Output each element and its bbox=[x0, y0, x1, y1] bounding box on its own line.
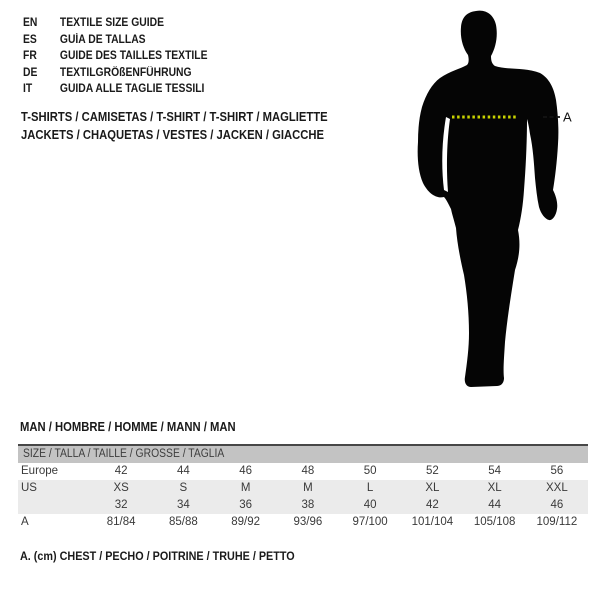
table-cell: 38 bbox=[301, 499, 315, 511]
man-silhouette bbox=[418, 11, 559, 387]
language-row-it bbox=[23, 81, 228, 98]
table-cell: XL bbox=[487, 482, 502, 494]
table-cell: 48 bbox=[301, 465, 315, 477]
table-cell: 89/92 bbox=[231, 516, 261, 528]
language-row-en bbox=[23, 15, 228, 32]
language-code: ES bbox=[23, 33, 37, 46]
language-label: GUIDA ALLE TAGLIE TESSILI bbox=[59, 83, 205, 95]
language-label: GUIDE DES TAILLES TEXTILE bbox=[59, 50, 208, 62]
table-cell: 46 bbox=[239, 465, 253, 477]
table-cell: 42 bbox=[114, 465, 128, 477]
table-cell: 40 bbox=[363, 499, 377, 511]
size-table-header: SIZE / TALLA / TAILLE / GRÖSSE / TAGLIA bbox=[18, 446, 588, 463]
language-code: FR bbox=[23, 50, 37, 62]
table-cell: 105/108 bbox=[473, 516, 516, 528]
table-cell: S bbox=[179, 482, 188, 494]
table-row-us bbox=[18, 480, 588, 497]
table-row-us-numeric bbox=[18, 497, 588, 514]
table-cell: L bbox=[366, 482, 374, 494]
table-cell: 42 bbox=[425, 499, 439, 511]
row-label: Europe bbox=[21, 465, 59, 477]
table-cell: 56 bbox=[550, 465, 564, 477]
table-cell: 32 bbox=[114, 499, 128, 511]
table-cell: 109/112 bbox=[536, 516, 578, 528]
language-row-de bbox=[23, 65, 228, 82]
language-code: IT bbox=[23, 83, 33, 95]
table-cell: 85/88 bbox=[168, 516, 198, 528]
measurement-footnote: A. (cm) CHEST / PECHO / POITRINE / TRUHE / PETTO bbox=[20, 549, 295, 563]
measure-label-a: A bbox=[563, 109, 572, 125]
table-cell: 50 bbox=[363, 465, 377, 477]
language-list bbox=[23, 15, 228, 98]
size-table bbox=[18, 444, 588, 531]
table-cell: XL bbox=[425, 482, 440, 494]
row-label: A bbox=[21, 516, 29, 528]
table-cell: 44 bbox=[176, 465, 190, 477]
table-cell: 101/104 bbox=[411, 516, 454, 528]
table-cell: M bbox=[303, 482, 313, 494]
section-title: MAN / HOMBRE / HOMME / MANN / MAN bbox=[20, 420, 236, 434]
row-label: US bbox=[21, 482, 37, 494]
table-cell: XS bbox=[113, 482, 129, 494]
table-cell: 54 bbox=[488, 465, 502, 477]
language-row-fr bbox=[23, 48, 228, 65]
row-label bbox=[18, 497, 90, 514]
table-cell: 97/100 bbox=[352, 516, 388, 528]
table-cell: 93/96 bbox=[293, 516, 323, 528]
table-cell: XXL bbox=[546, 482, 568, 494]
category-line-tshirts: T-SHIRTS / CAMISETAS / T-SHIRT / T-SHIRT / MAGLIETTE bbox=[21, 110, 328, 124]
language-code: EN bbox=[23, 17, 38, 29]
language-label: TEXTILE SIZE GUIDE bbox=[59, 17, 164, 29]
language-label: GUÍA DE TALLAS bbox=[59, 33, 146, 46]
table-row-europe bbox=[18, 463, 588, 480]
language-label: TEXTILGRÖßENFÜHRUNG bbox=[59, 66, 192, 79]
table-row-chest-a bbox=[18, 514, 588, 531]
language-code: DE bbox=[23, 66, 38, 79]
table-cell: M bbox=[240, 482, 251, 494]
table-cell: 34 bbox=[176, 499, 190, 511]
table-cell: 46 bbox=[550, 499, 564, 511]
table-cell: 52 bbox=[425, 465, 439, 477]
language-row-es bbox=[23, 32, 228, 49]
table-cell: 44 bbox=[488, 499, 502, 511]
table-cell: 36 bbox=[239, 499, 253, 511]
man-silhouette-figure bbox=[400, 0, 600, 400]
category-lines bbox=[21, 109, 362, 144]
table-cell: 81/84 bbox=[106, 516, 136, 528]
category-line-jackets: JACKETS / CHAQUETAS / VESTES / JACKEN / GIACCHE bbox=[21, 127, 324, 142]
